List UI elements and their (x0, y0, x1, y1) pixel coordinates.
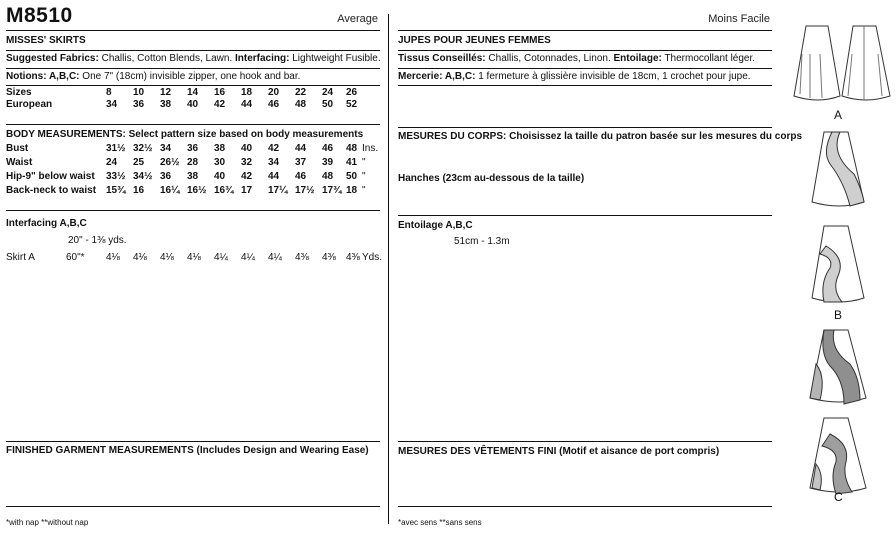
row-label: Waist (6, 157, 33, 168)
cell-value: 50 (322, 99, 334, 110)
body-heading: BODY MEASUREMENTS: Select pattern size based on body measurements (6, 129, 364, 140)
cell-value: 4⅜ (295, 252, 309, 263)
cell-value: 4¼ (268, 252, 282, 263)
fabrics-line (6, 53, 381, 65)
finished-heading-fr: MESURES DES VÊTEMENTS FINI (Motif et aisance de port compris) (398, 446, 720, 457)
cell-value: 18 (241, 87, 253, 98)
row-label: Sizes (6, 87, 32, 98)
cell-value: 17¾ (322, 185, 342, 196)
body-heading-fr: MESURES DU CORPS: Choisissez la taille du patron basée sur les mesures du corps (398, 131, 803, 142)
cell-value: 32 (241, 157, 253, 168)
fabrics-label: Suggested Fabrics: (6, 53, 99, 64)
table-row (6, 87, 380, 99)
cell-value: 17½ (295, 185, 315, 196)
cell-value: 22 (295, 87, 307, 98)
cell-value: 38 (160, 99, 172, 110)
fabrics-text: Challis, Cotton Blends, Lawn. (98, 53, 235, 64)
cell-value: 36 (187, 143, 199, 154)
cell-value: 16¼ (160, 185, 180, 196)
hanches-label: Hanches (23cm au-dessous de la taille) (398, 173, 585, 184)
divider (398, 127, 772, 128)
unit-label: Yds. (362, 252, 383, 263)
cell-value: 16¾ (214, 185, 234, 196)
divider (6, 50, 380, 51)
row-label: Bust (6, 143, 29, 154)
column-divider (388, 14, 389, 524)
cell-value: 40 (214, 171, 226, 182)
cell-value: 26½ (160, 157, 180, 168)
row-label: Skirt A (6, 252, 35, 263)
notions-text-fr: 1 fermeture à glissière invisible de 18cm, 1 crochet pour jupe. (475, 71, 751, 82)
notions-label-fr: Mercerie: A,B,C: (398, 71, 476, 82)
cell-value: 8 (106, 87, 112, 98)
cell-value: 40 (241, 143, 253, 154)
divider (6, 210, 380, 211)
cell-value: 44 (241, 99, 253, 110)
cell-value: 33½ (106, 171, 126, 182)
divider (398, 85, 772, 86)
table-row (6, 157, 380, 171)
view-illustrations (790, 14, 894, 514)
view-c-label: C (834, 490, 843, 504)
header-rule (6, 30, 380, 31)
cell-value: 37 (295, 157, 307, 168)
difficulty-level-fr: Moins Facile (708, 13, 770, 25)
divider (6, 85, 380, 86)
row-label: Back-neck to waist (6, 185, 97, 196)
cell-value: 31½ (106, 143, 126, 154)
fabric-width: 60"* (66, 252, 85, 263)
cell-value: 48 (295, 99, 307, 110)
cell-value: 14 (187, 87, 199, 98)
table-row (6, 185, 380, 199)
cell-value: 44 (295, 143, 307, 154)
unit-label: " (362, 185, 366, 196)
cell-value: 52 (346, 99, 358, 110)
cell-value: 46 (322, 143, 334, 154)
table-row (6, 143, 380, 157)
notions-line-fr (398, 71, 751, 83)
cell-value: 34 (268, 157, 280, 168)
cell-value: 18 (346, 185, 358, 196)
cell-value: 39 (322, 157, 334, 168)
notions-label: Notions: A,B,C: (6, 71, 80, 82)
skirt-a-front-drawing (794, 26, 840, 100)
notions-text: One 7" (18cm) invisible zipper, one hook and bar. (79, 71, 301, 82)
fabrics-line-fr (398, 53, 755, 65)
view-a-label: A (834, 108, 843, 122)
cell-value: 40 (187, 99, 199, 110)
cell-value: 4¼ (241, 252, 255, 263)
cell-value: 16½ (187, 185, 207, 196)
cell-value: 16 (214, 87, 226, 98)
table-row (6, 252, 383, 269)
cell-value: 4⅛ (187, 252, 201, 263)
divider (6, 441, 380, 442)
section-title-fr: JUPES POUR JEUNES FEMMES (398, 35, 551, 46)
cell-value: 15¾ (106, 185, 126, 196)
divider (398, 68, 772, 69)
difficulty-level: Average (337, 13, 378, 25)
cell-value: 25 (133, 157, 145, 168)
finished-heading: FINISHED GARMENT MEASUREMENTS (Includes Design and Wearing Ease) (6, 445, 369, 456)
skirt-c-front-drawing (810, 330, 866, 404)
footnote: *with nap **without nap (6, 518, 89, 527)
cell-value: 4⅜ (346, 252, 360, 263)
interfacing-meters: 51cm - 1.3m (454, 236, 510, 247)
notions-line (6, 71, 300, 83)
interfacing-text-fr: Thermocollant léger. (661, 53, 756, 64)
cell-value: 42 (214, 99, 226, 110)
divider (6, 68, 380, 69)
view-b-label: B (834, 308, 843, 322)
cell-value: 4⅛ (106, 252, 120, 263)
interfacing-label-fr: Entoilage: (613, 53, 662, 64)
divider (398, 215, 772, 216)
cell-value: 28 (187, 157, 199, 168)
interfacing-label: Interfacing: (235, 53, 290, 64)
cell-value: 20 (268, 87, 280, 98)
cell-value: 34 (106, 99, 118, 110)
cell-value: 48 (346, 143, 358, 154)
divider (398, 50, 772, 51)
row-label: European (6, 99, 53, 110)
skirt-c-back-drawing (810, 418, 866, 494)
divider (6, 124, 380, 125)
cell-value: 34½ (133, 171, 153, 182)
divider (398, 441, 772, 442)
cell-value: 38 (214, 143, 226, 154)
skirt-drawings (790, 14, 894, 514)
divider (398, 506, 772, 507)
interfacing-heading-fr: Entoilage A,B,C (398, 220, 473, 231)
cell-value: 26 (346, 87, 358, 98)
fabrics-text-fr: Challis, Cotonnades, Linon. (485, 53, 614, 64)
cell-value: 4¼ (214, 252, 228, 263)
cell-value: 46 (268, 99, 280, 110)
cell-value: 44 (268, 171, 280, 182)
cell-value: 4⅛ (133, 252, 147, 263)
skirt-b-back-drawing (812, 226, 864, 302)
table-row (6, 99, 380, 111)
cell-value: 24 (322, 87, 334, 98)
body-measurements-table (6, 143, 380, 199)
cell-value: 4⅛ (160, 252, 174, 263)
yardage-table (6, 252, 383, 269)
cell-value: 46 (295, 171, 307, 182)
pattern-number: M8510 (6, 4, 73, 27)
skirt-a-back-drawing (842, 26, 890, 100)
cell-value: 17 (241, 185, 253, 196)
cell-value: 10 (133, 87, 145, 98)
cell-value: 12 (160, 87, 172, 98)
cell-value: 36 (160, 171, 172, 182)
cell-value: 42 (241, 171, 253, 182)
skirt-b-front-drawing (812, 132, 864, 206)
cell-value: 42 (268, 143, 280, 154)
cell-value: 36 (133, 99, 145, 110)
unit-label: " (362, 157, 366, 168)
footnote-fr: *avec sens **sans sens (398, 518, 482, 527)
cell-value: 32½ (133, 143, 153, 154)
size-table (6, 87, 380, 111)
cell-value: 30 (214, 157, 226, 168)
cell-value: 50 (346, 171, 358, 182)
interfacing-text: Lightweight Fusible. (289, 53, 381, 64)
interfacing-yardage: 20" - 1⅜ yds. (68, 235, 127, 246)
cell-value: 16 (133, 185, 145, 196)
unit-label: Ins. (362, 143, 379, 154)
unit-label: " (362, 171, 366, 182)
cell-value: 41 (346, 157, 358, 168)
cell-value: 38 (187, 171, 199, 182)
fabrics-label-fr: Tissus Conseillés: (398, 53, 486, 64)
table-row (6, 171, 380, 185)
cell-value: 4⅜ (322, 252, 336, 263)
cell-value: 34 (160, 143, 172, 154)
cell-value: 48 (322, 171, 334, 182)
interfacing-heading: Interfacing A,B,C (6, 218, 87, 229)
divider (6, 506, 380, 507)
header-rule (398, 30, 772, 31)
cell-value: 24 (106, 157, 118, 168)
section-title: MISSES' SKIRTS (6, 35, 86, 46)
row-label: Hip-9" below waist (6, 171, 95, 182)
cell-value: 17¼ (268, 185, 288, 196)
